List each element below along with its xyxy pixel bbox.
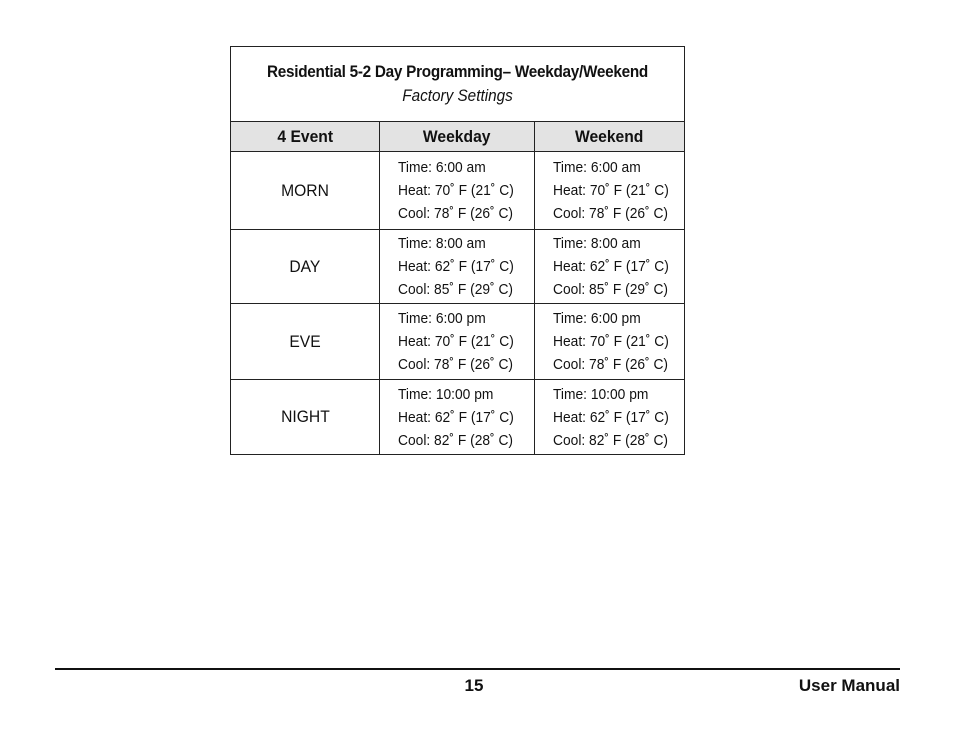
cool-value: Cool: 85˚ F (29˚ C) <box>398 281 514 298</box>
time-value: Time: 6:00 am <box>553 159 641 176</box>
time-value: Time: 6:00 pm <box>553 310 641 327</box>
cool-value: Cool: 78˚ F (26˚ C) <box>553 356 669 373</box>
page-number: 15 <box>464 676 484 695</box>
heat-value: Heat: 62˚ F (17˚ C) <box>553 408 669 426</box>
weekend-settings-day <box>535 230 685 304</box>
cool-value: Cool: 78˚ F (26˚ C) <box>398 205 514 222</box>
heat-value: Heat: 62˚ F (17˚ C) <box>398 408 514 426</box>
cool-value: Cool: 78˚ F (26˚ C) <box>398 356 514 373</box>
table-row <box>231 152 685 230</box>
weekend-settings-morn <box>535 152 685 230</box>
event-label-morn: MORN <box>231 152 380 230</box>
table-title: Residential 5-2 Day Programming– Weekday/Weekend <box>266 62 649 81</box>
cool-value: Cool: 78˚ F (26˚ C) <box>553 205 669 222</box>
event-label-night: NIGHT <box>231 380 380 455</box>
table-row <box>231 230 685 304</box>
heat-value: Heat: 62˚ F (17˚ C) <box>398 258 514 275</box>
table-subtitle: Factory Settings <box>402 86 513 105</box>
heat-value: Heat: 70˚ F (21˚ C) <box>398 182 514 199</box>
table-row <box>231 304 685 380</box>
footer-divider <box>55 668 900 670</box>
header-weekday: Weekday <box>380 122 535 152</box>
heat-value: Heat: 70˚ F (21˚ C) <box>398 333 514 350</box>
table-title-cell <box>231 47 685 122</box>
programming-table <box>230 46 685 455</box>
time-value: Time: 10:00 pm <box>398 385 494 403</box>
weekday-settings-eve <box>380 304 535 380</box>
weekday-settings-morn <box>380 152 535 230</box>
table-header-row <box>231 122 685 152</box>
table-row <box>231 380 685 455</box>
header-weekend: Weekend <box>535 122 685 152</box>
time-value: Time: 6:00 am <box>398 159 486 176</box>
table-title-row <box>231 47 685 122</box>
header-event: 4 Event <box>231 122 380 152</box>
event-label-day: DAY <box>231 230 380 304</box>
weekday-settings-day <box>380 230 535 304</box>
weekday-settings-night <box>380 380 535 455</box>
heat-value: Heat: 62˚ F (17˚ C) <box>553 258 669 275</box>
heat-value: Heat: 70˚ F (21˚ C) <box>553 182 669 199</box>
time-value: Time: 10:00 pm <box>553 385 649 403</box>
weekend-settings-night <box>535 380 685 455</box>
time-value: Time: 8:00 am <box>553 235 641 252</box>
weekend-settings-eve <box>535 304 685 380</box>
heat-value: Heat: 70˚ F (21˚ C) <box>553 333 669 350</box>
cool-value: Cool: 82˚ F (28˚ C) <box>553 431 669 449</box>
time-value: Time: 6:00 pm <box>398 310 486 327</box>
time-value: Time: 8:00 am <box>398 235 486 252</box>
event-label-eve: EVE <box>231 304 380 380</box>
cool-value: Cool: 85˚ F (29˚ C) <box>553 281 669 298</box>
footer-label: User Manual <box>798 676 900 695</box>
cool-value: Cool: 82˚ F (28˚ C) <box>398 431 514 449</box>
